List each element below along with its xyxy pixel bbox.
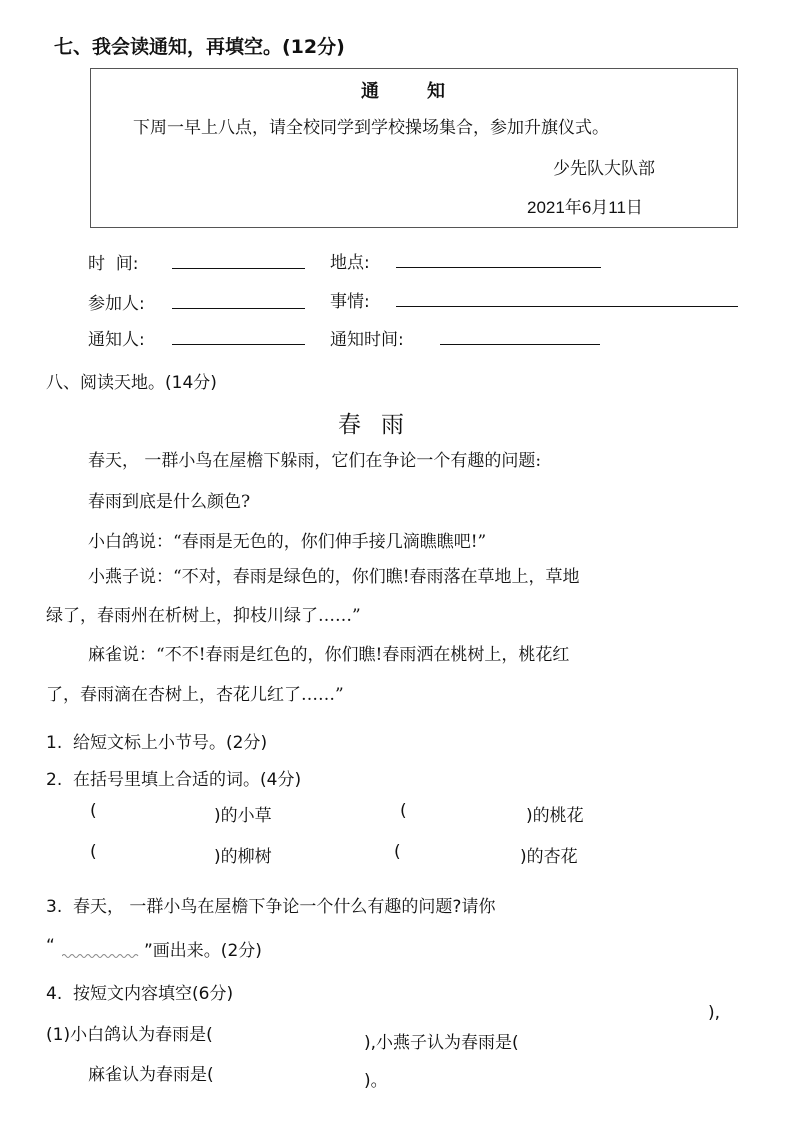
notice-title: 通知: [361, 81, 493, 102]
notice-body: 下周一早上八点，请全校同学到学校操场集合，参加升旗仪式。: [133, 118, 609, 138]
q2-item-c-open: (: [90, 842, 97, 862]
q4-part-2-b: )。: [364, 1071, 388, 1091]
field-label-time: 时 间:: [88, 254, 139, 274]
q2-item-a-close: )的小草: [214, 806, 272, 826]
question-4: 4. 按短文内容填空(6分): [46, 984, 234, 1004]
field-label-place: 地点:: [330, 253, 370, 273]
field-blank-time[interactable]: [172, 268, 305, 269]
field-label-matter: 事情:: [330, 292, 370, 312]
q2-item-c-close: )的柳树: [214, 847, 272, 867]
story-paragraph-5-line-2: 了，春雨滴在杏树上，杏花儿红了……”: [46, 685, 344, 705]
notice-signature: 少先队大队部: [553, 159, 655, 179]
section-7-heading: 七、我会读通知，再填空。(12分): [54, 36, 345, 58]
field-label-participants: 参加人:: [88, 294, 145, 314]
story-paragraph-4-line-2: 绿了，春雨州在析树上，抑枝川绿了……”: [46, 606, 361, 626]
question-3-open-quote: “: [46, 936, 55, 956]
story-paragraph-2: 春雨到底是什么颜色?: [88, 492, 251, 512]
q4-part-1-b: ),小燕子认为春雨是(: [364, 1033, 519, 1053]
story-title: 春雨: [338, 412, 424, 438]
q2-item-a-open: (: [90, 801, 97, 821]
wavy-underline-blank[interactable]: [62, 953, 140, 959]
question-3-line-1: 3. 春天， 一群小鸟在屋檐下争论一个什么有趣的问题?请你: [46, 897, 496, 917]
q2-item-d-close: )的杏花: [520, 847, 578, 867]
q4-part-1-a: (1)小白鸽认为春雨是(: [46, 1025, 213, 1045]
notice-date: 2021年6月11日: [527, 198, 643, 217]
section-8-heading: 八、阅读天地。(14分): [46, 373, 217, 393]
field-blank-participants[interactable]: [172, 308, 305, 309]
story-paragraph-1: 春天， 一群小鸟在屋檐下躲雨，它们在争论一个有趣的问题:: [88, 451, 542, 471]
q2-item-b-open: (: [400, 801, 407, 821]
story-paragraph-4-line-1: 小燕子说：“不对，春雨是绿色的，你们瞧!春雨落在草地上，草地: [88, 567, 580, 587]
question-1: 1. 给短文标上小节号。(2分): [46, 733, 268, 753]
question-3-close: ”画出来。(2分): [144, 941, 262, 961]
question-2: 2. 在括号里填上合适的词。(4分): [46, 770, 302, 790]
q4-part-2-a: 麻雀认为春雨是(: [88, 1065, 214, 1085]
field-blank-place[interactable]: [396, 267, 601, 268]
field-label-notifier: 通知人:: [88, 330, 145, 350]
notice-box: [90, 68, 738, 228]
q2-item-b-close: )的桃花: [526, 806, 584, 826]
field-blank-notify-time[interactable]: [440, 344, 600, 345]
field-blank-matter[interactable]: [396, 306, 738, 307]
story-paragraph-3: 小白鸽说：“春雨是无色的，你们伸手接几滴瞧瞧吧!”: [88, 532, 487, 552]
field-label-notify-time: 通知时间:: [330, 330, 404, 350]
q2-item-d-open: (: [394, 842, 401, 862]
q4-part-1-c: ),: [708, 1003, 721, 1023]
story-paragraph-5-line-1: 麻雀说：“不不!春雨是红色的，你们瞧!春雨洒在桃树上，桃花红: [88, 645, 570, 665]
field-blank-notifier[interactable]: [172, 344, 305, 345]
